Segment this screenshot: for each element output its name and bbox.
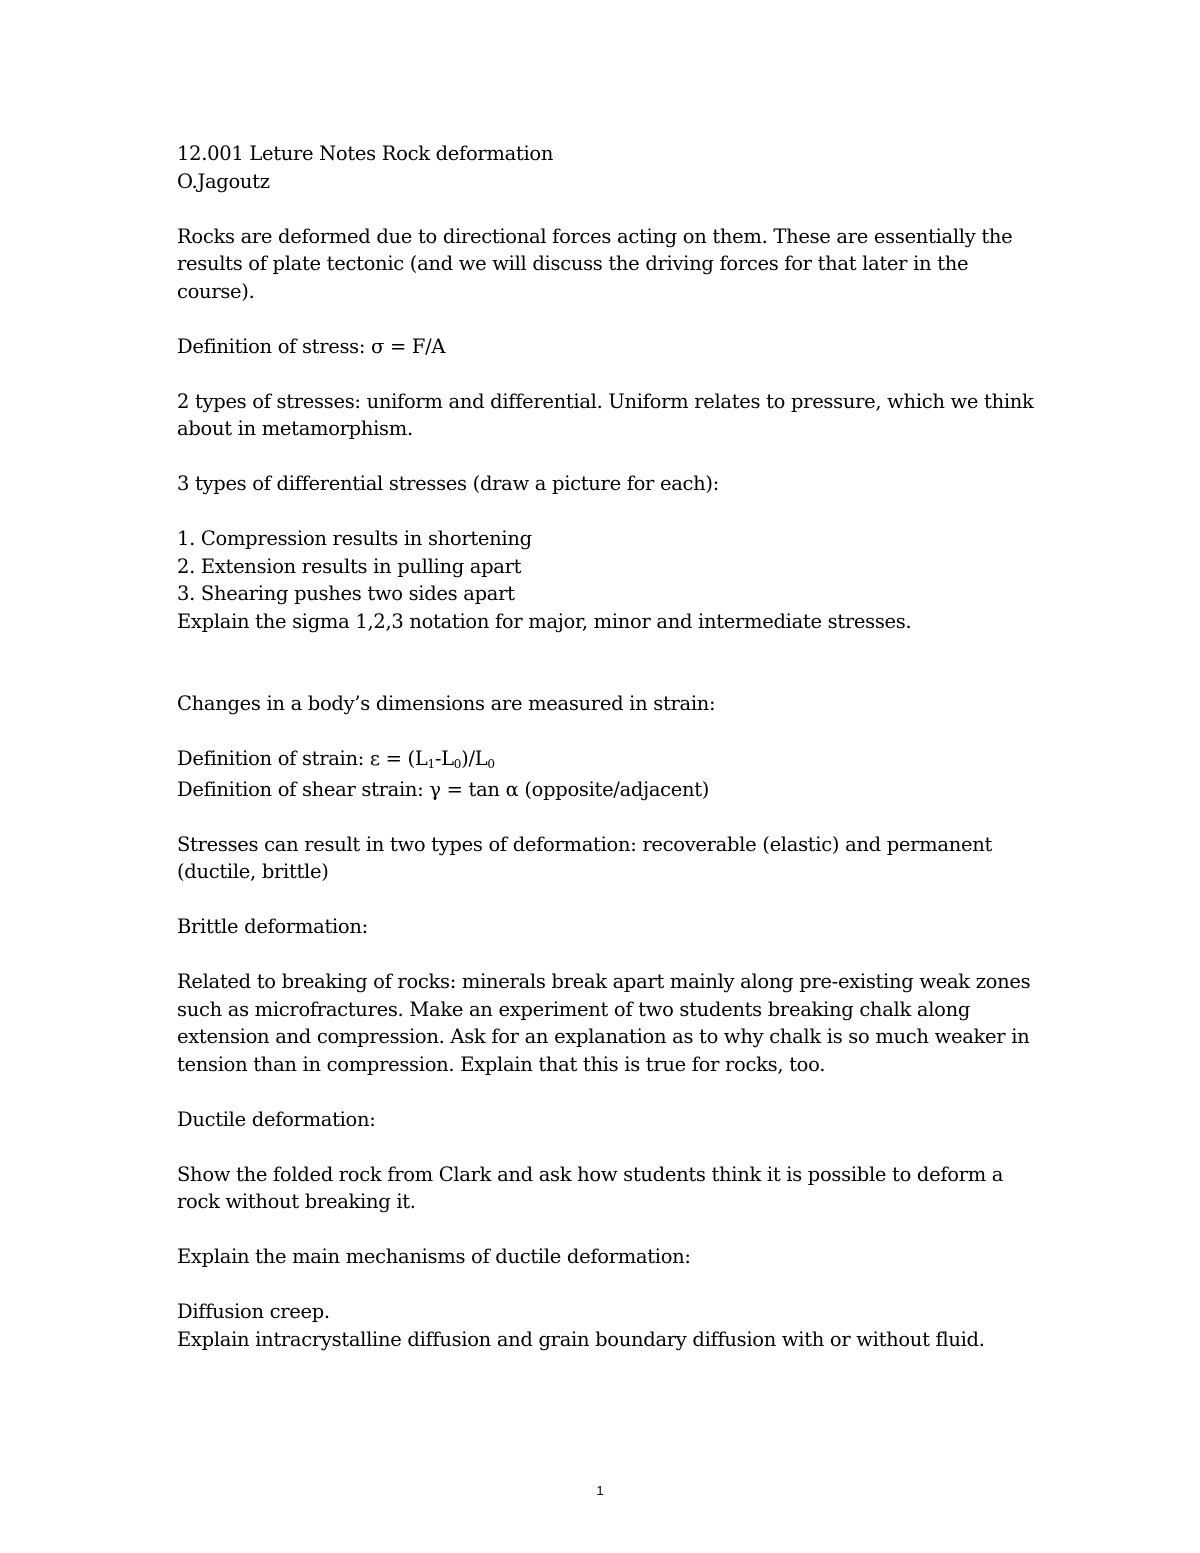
stress-definition: Definition of stress: σ = F/A [177, 334, 446, 358]
diffusion-paragraph: Explain intracrystalline diffusion and grain boundary diffusion with or without fluid. [177, 1327, 985, 1351]
list-item: 3. Shearing pushes two sides apart [177, 582, 515, 605]
document-author: O.Jagoutz [177, 169, 270, 193]
ductile-paragraph: Show the folded rock from Clark and ask how students think it is possible to deform a rock without breaking it. [177, 1162, 1004, 1213]
intro-paragraph: Rocks are deformed due to directional forces acting on them. These are essentially the results of plate tectonic (and we will discuss the driving forces for that later in the course). [177, 224, 1013, 303]
list-item: 2. Extension results in pulling apart [177, 554, 522, 578]
sigma-note: Explain the sigma 1,2,3 notation for major, minor and intermediate stresses. [177, 609, 912, 633]
strain-definition: Definition of strain: ε = (L1-L0)/L0 [177, 747, 495, 771]
brittle-heading: Brittle deformation: [177, 915, 368, 938]
differential-stress-intro: 3 types of differential stresses (draw a picture for each): [177, 472, 720, 495]
document-title: 12.001 Leture Notes Rock deformation [177, 142, 554, 165]
shear-strain-definition: Definition of shear strain: γ = tan α (opposite/adjacent) [177, 777, 710, 801]
list-item: 1. Compression results in shortening [177, 527, 532, 550]
ductile-heading: Ductile deformation: [177, 1107, 376, 1131]
document-body [177, 140, 1037, 1353]
deformation-types-paragraph: Stresses can result in two types of deformation: recoverable (elastic) and permanent (ductile, brittle) [177, 832, 992, 883]
stress-types-paragraph: 2 types of stresses: uniform and differential. Uniform relates to pressure, which we think about in metamorphism. [177, 389, 1034, 440]
brittle-paragraph: Related to breaking of rocks: minerals break apart mainly along pre-existing weak zones such as microfractures. Make an experiment of two students breaking chalk along extension and compression. Ask for an explanation as to why chalk is so much weaker in tension than in compression. Explain that this is true for rocks, too. [177, 970, 1031, 1076]
strain-intro: Changes in a body’s dimensions are measured in strain: [177, 692, 716, 715]
mechanisms-intro: Explain the main mechanisms of ductile deformation: [177, 1245, 691, 1268]
diffusion-heading: Diffusion creep. [177, 1300, 330, 1323]
page-number: 1 [596, 1483, 604, 1498]
